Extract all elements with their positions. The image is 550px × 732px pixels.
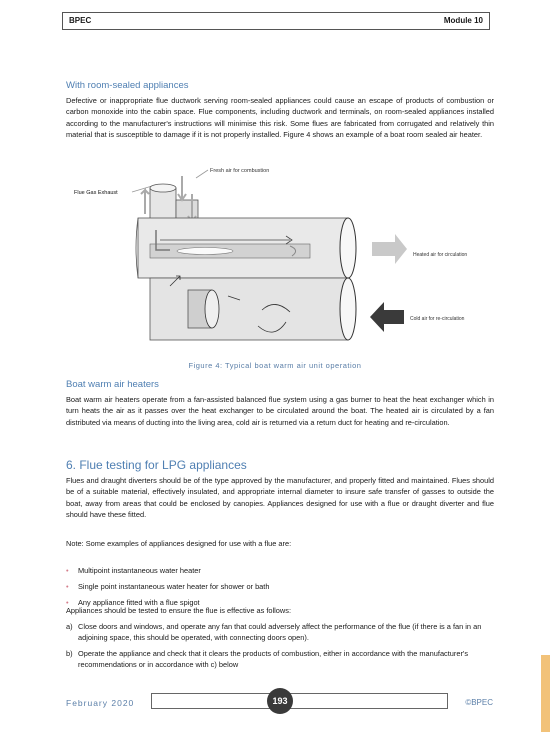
test-step [66,648,494,671]
warm-air-paragraph [66,394,494,428]
test-steps [66,621,494,674]
bullet-icon: • [66,566,69,575]
flue-testing-text: Flues and draught diverters should be of the type approved by the manufacturer, and properly fitted and maintained. Flues should be of a suitable material, effectively insulated, and appropriate internal diameter to insure safe transfer of gasses to outside the boat, away from areas that could be enclosed by canopies. Appliances designed for use with a flue or draught diverter and flue should have these fitted. [66,476,494,519]
footer-bar [151,693,448,709]
figure-caption: Figure 4: Typical boat warm air unit operation [188,361,362,370]
page-header [62,12,490,30]
room-sealed-text: Defective or inappropriate flue ductwork serving room-sealed appliances could cause an escape of products of combustion or carbon monoxide into the cabin space. Flue components, including ductwork and terminals, on room-sealed appliances installed according to the manufacturer's instructions will minimise this risk. Some flues are fabricated from corrugated and relatively thin material that is susceptible to damage if it is not properly installed. Figure 4 shows an example of a boat room sealed air heater. [66,96,494,139]
test-step [66,621,494,644]
label-fresh-air: Fresh air for combustion [210,168,270,174]
header-module: Module 10 [443,16,483,25]
list-item [66,563,269,579]
test-intro-text: Appliances should be tested to ensure the flue is effective as follows: [66,606,292,615]
list-item-text: Single point instantaneous water heater for shower or bath [78,582,270,592]
appliance-note [66,538,494,549]
test-intro [66,605,494,616]
bullet-icon: • [66,598,69,608]
list-item-text: Multipoint instantaneous water heater [78,566,201,575]
page-edge-tab [541,655,550,732]
list-item-text: Any appliance fitted with a flue spigot [78,598,200,608]
flue-testing-paragraph [66,475,494,520]
page-number: 193 [267,688,293,714]
section-heading-warm-air: Boat warm air heaters [66,379,159,390]
warm-air-text: Boat warm air heaters operate from a fan-assisted balanced flue system using a gas burner to heat the heat exchanger which in turn heats the air as it passes over the heat exchanger to be circulated around the boat. The heated air is circulated by a fan distributed via means of ducting into the living area, cold air is returned via a return duct for heating and re-circulation. [66,395,494,427]
section-heading-flue-testing: 6. Flue testing for LPG appliances [66,458,247,472]
boat-heater-figure [0,160,550,360]
appliance-note-text: Note: Some examples of appliances designed for use with a flue are: [66,539,292,548]
label-cold-air: Cold air for re-circulation [410,316,465,322]
step-label: b) [66,648,73,658]
label-heated-air: Heated air for circulation [413,252,468,258]
room-sealed-paragraph [66,95,494,140]
step-text: Operate the appliance and check that it clears the products of combustion, either in accordance with the manufacturer's recommendations or in accordance with c) below [78,648,469,669]
footer-copyright: ©BPEC [465,698,493,707]
list-item [66,579,269,595]
section-heading-room-sealed: With room-sealed appliances [66,80,189,91]
header-brand: BPEC [69,16,92,25]
step-label: a) [66,622,73,631]
step-text: Close doors and windows, and operate any fan that could adversely affect the performance of the flue (if there is a fan in an adjoining space, this should be operated, with connecting doors open). [78,622,482,643]
label-flue-exhaust: Flue Gas Exhaust [74,190,118,196]
footer-date: February 2020 [66,698,135,708]
bullet-icon: • [66,582,69,592]
